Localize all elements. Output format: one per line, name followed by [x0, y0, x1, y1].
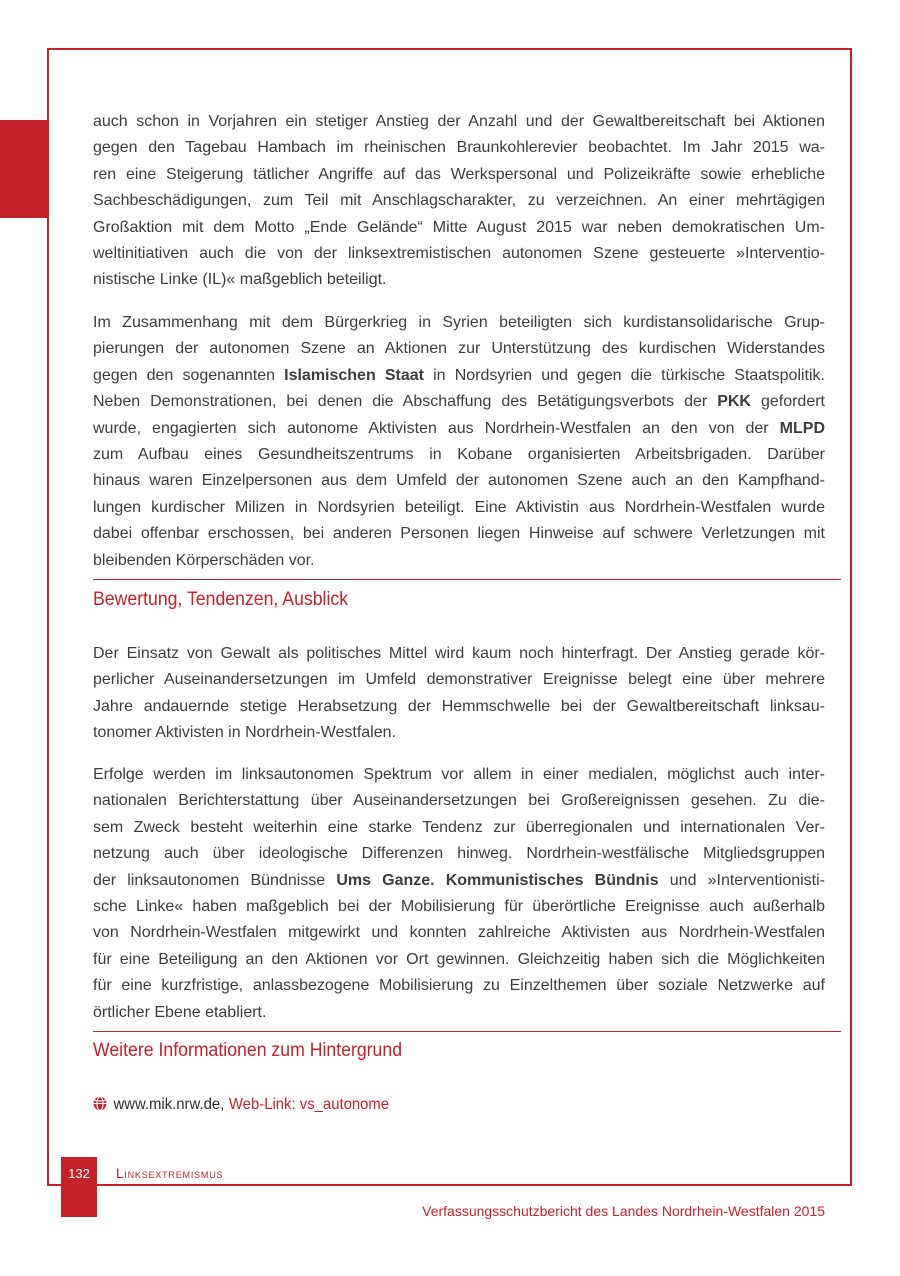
text-line: wurde, engagierten sich autonome Aktivisten aus Nordrhein-Westfalen an den von der MLPD — [93, 419, 825, 437]
text-line: Der Einsatz von Gewalt als politisches Mittel wird kaum noch hinterfragt. Der Anstieg gerade kör- — [93, 645, 825, 662]
text-line: Im Zusammenhang mit dem Bürgerkrieg in Syrien beteiligten sich kurdistansolidarische Grup- — [93, 314, 825, 331]
text-line: weltinitiativen auch die von der linksextremistischen autonomen Szene gesteuerte »Interventio- — [93, 245, 825, 263]
footer-report-title: Verfassungsschutzbericht des Landes Nordrhein-Westfalen 2015 — [422, 1203, 825, 1219]
section-heading-more-info-label: Weitere Informationen zum Hintergrund — [93, 1040, 403, 1061]
text-line: perlicher Auseinandersetzungen im Umfeld demonstrativer Ereignisse belegt eine über mehrere — [93, 671, 825, 689]
section-heading-evaluation-label: Bewertung, Tendenzen, Ausblick — [93, 589, 349, 610]
text-line: hinaus waren Einzelpersonen aus dem Umfeld der autonomen Szene auch an den Kampfhand- — [93, 472, 825, 490]
footer-chapter-label: Linksextremismus — [116, 1166, 224, 1181]
text-line: sem Zweck besteht weiterhin eine starke Tendenz zur überregionalen und internationalen Ver- — [93, 818, 825, 836]
weblink-label[interactable]: Web-Link: vs_autonome — [228, 1096, 390, 1113]
page-number-box — [61, 1157, 97, 1217]
text-line: Erfolge werden im linksautonomen Spektrum vor allem in einer medialen, möglichst auch inter- — [93, 766, 825, 783]
section-heading-more-info — [93, 1040, 425, 1062]
text-line: lungen kurdischer Milizen in Nordsyrien beteiligt. Eine Aktivistin aus Nordrhein-Westfalen wurde — [93, 498, 825, 516]
paragraph-violence-assessment — [93, 641, 825, 747]
chapter-side-tab — [0, 120, 49, 218]
text-line: pierungen der autonomen Szene an Aktionen zur Unterstützung des kurdischen Widerstandes — [93, 340, 825, 358]
text-line: für eine kurzfristige, anlassbezogene Mobilisierung zu Einzelthemen über soziale Netzwerke auf — [93, 977, 825, 995]
text-line: von Nordrhein-Westfalen mitgewirkt und konnten zahlreiche Aktivisten aus Nordrhein-Westfalen — [93, 924, 825, 942]
text-line: örtlicher Ebene etabliert. — [93, 1003, 267, 1021]
text-line: zum Aufbau eines Gesundheitszentrums in Kobane organisierten Arbeitsbrigaden. Darüber — [93, 446, 825, 464]
text-line: Neben Demonstrationen, bei denen die Abschaffung des Betätigungsverbots der PKK gefordert — [93, 393, 825, 411]
website-address[interactable]: www.mik.nrw.de, — [113, 1096, 225, 1113]
text-line: Großaktion mit dem Motto „Ende Gelände“ Mitte August 2015 war neben demokratischen Um- — [93, 218, 825, 236]
text-line: Sachbeschädigungen, zum Teil mit Anschlagscharakter, zu verzeichnen. An einer mehrtägigen — [93, 192, 825, 210]
paragraph-syria-kurdish-solidarity — [93, 310, 825, 574]
text-line: netzung auch über ideologische Differenzen hinweg. Nordrhein-westfälische Mitgliedsgruppen — [93, 845, 825, 863]
section-divider — [93, 579, 841, 580]
text-line: gegen den sogenannten Islamischen Staat in Nordsyrien und gegen die türkische Staatspolitik. — [93, 366, 825, 384]
section-divider — [93, 1031, 841, 1032]
weblink-row-inner — [93, 1096, 389, 1114]
text-line: der linksautonomen Bündnisse Ums Ganze. Kommunistisches Bündnis und »Interventionisti- — [93, 871, 826, 889]
text-line: nationalen Berichterstattung über Auseinandersetzungen bei Großereignissen gesehen. Zu die- — [93, 792, 825, 810]
weblink-row — [93, 1096, 411, 1114]
paragraph-networking-mobilisation — [93, 762, 825, 1026]
text-line: tonomer Aktivisten in Nordrhein-Westfalen. — [93, 724, 396, 742]
globe-icon — [93, 1096, 107, 1111]
text-line: auch schon in Vorjahren ein stetiger Anstieg der Anzahl und der Gewaltbereitschaft bei Aktionen — [93, 113, 825, 130]
text-line: ren eine Steigerung tätlicher Angriffe auf das Werkspersonal und Polizeikräfte sowie erhebliche — [93, 165, 825, 183]
text-line: Jahre andauernde stetige Herabsetzung der Hemmschwelle bei der Gewaltbereitschaft linksau- — [93, 697, 825, 715]
text-line: nistische Linke (IL)« maßgeblich beteiligt. — [93, 271, 387, 289]
section-heading-evaluation — [93, 589, 367, 611]
text-line: sche Linke« haben maßgeblich bei der Mobilisierung für überörtliche Ereignisse auch außerhalb — [93, 898, 825, 916]
text-line: dabei offenbar erschossen, bei anderen Personen liegen Hinweise auf schwere Verletzungen mit — [93, 525, 825, 543]
paragraph-hambach-actions — [93, 109, 825, 294]
text-line: für eine Beteiligung an den Aktionen vor Ort gewinnen. Gleichzeitig haben sich die Möglichkeiten — [93, 950, 825, 968]
page-number: 132 — [68, 1166, 90, 1181]
text-line: bleibenden Körperschäden vor. — [93, 551, 315, 569]
text-line: gegen den Tagebau Hambach im rheinischen Braunkohlerevier beobachtet. Im Jahr 2015 wa- — [93, 139, 825, 157]
